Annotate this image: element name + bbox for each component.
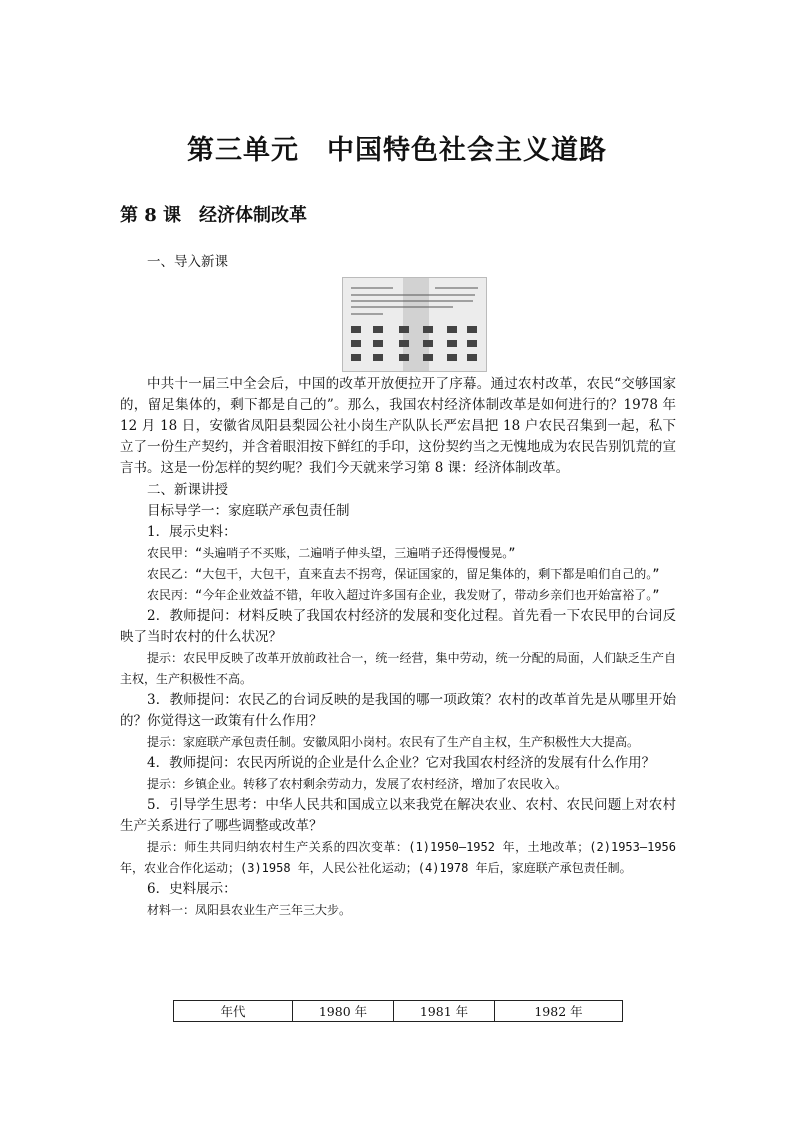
table-header-cell: 1982 年 [495,1001,623,1022]
intro-text [120,374,676,479]
table-header-cell: 年代 [174,1001,293,1022]
table [173,1000,623,1022]
lesson-body [120,480,676,921]
question-3: 3．教师提问：农民乙的台词反映的是我国的哪一项政策？农村的改革首先是从哪里开始的？你觉得这一政策有什么作用？ [120,692,676,729]
farmer-c-quote: 农民丙：“今年企业效益不错，年收入超过许多国有企业，我发财了，带动乡亲们也开始富裕了。” [147,588,660,602]
question-4: 4．教师提问：农民丙所说的企业是什么企业？它对我国农村经济的发展有什么作用？ [147,755,656,771]
material-1-caption: 材料一：凤阳县农业生产三年三大步。 [147,903,352,917]
contract-photo [342,277,487,372]
question-2: 2．教师提问：材料反映了我国农村经济的发展和变化过程。首先看一下农民甲的台词反映了当时农村的什么状况？ [120,608,676,645]
section-heading-intro: 一、导入新课 [147,254,228,270]
table-header-row [174,1001,623,1022]
item-1: 1．展示史料： [147,524,237,540]
answer-4: 提示：乡镇企业。转移了农村剩余劳动力，发展了农村经济，增加了农民收入。 [147,777,568,791]
table-header-cell: 1980 年 [293,1001,394,1022]
question-5: 5．引导学生思考：中华人民共和国成立以来我党在解决农业、农村、农民问题上对农村生产关系进行了哪些调整或改革？ [120,797,676,834]
farmer-b-quote: 农民乙：“大包干，大包干，直来直去不拐弯，保证国家的，留足集体的，剩下都是咱们自己的。” [147,567,660,581]
unit-title: 第三单元 中国特色社会主义道路 [187,135,607,166]
material-table [173,1000,623,1022]
answer-2: 提示：农民甲反映了改革开放前政社合一，统一经营，集中劳动，统一分配的局面，人们缺乏生产自主权，生产积极性不高。 [120,651,676,686]
table-header-cell: 1981 年 [394,1001,495,1022]
answer-5: 提示：师生共同归纳农村生产关系的四次变革：(1)1950—1952 年，土地改革；(2)1953—1956 年，农业合作化运动；(3)1958 年，人民公社化运动；(4)1978 年后，家庭联产承包责任制。 [120,840,676,875]
lesson-title: 第 8 课 经济体制改革 [120,205,308,226]
farmer-a-quote: 农民甲：“头遍哨子不买账，二遍哨子伸头望，三遍哨子还得慢慢晃。” [147,546,516,560]
section-heading-new-lesson: 二、新课讲授 [147,482,228,498]
item-6: 6．史料展示： [147,881,237,897]
intro-paragraph: 中共十一届三中全会后，中国的改革开放便拉开了序幕。通过农村改革，农民“交够国家的，留足集体的，剩下都是自己的”。那么，我国农村经济体制改革是如何进行的？1978 年 12 月 18 日，安徽省凤阳县梨园公社小岗生产队队长严宏昌把 18 户农民召集到一起，私下立了一份生产契约，并含着眼泪按下鲜红的手印，这份契约当之无愧地成为农民告别饥荒的宣言书。这是一份怎样的契约呢？我们今天就来学习第 8 课：经济体制改革。 [120,376,676,476]
answer-3: 提示：家庭联产承包责任制。安徽凤阳小岗村。农民有了生产自主权，生产积极性大大提高。 [147,735,640,749]
contract-photo-graphic [343,278,486,371]
goal-heading: 目标导学一：家庭联产承包责任制 [147,503,350,519]
